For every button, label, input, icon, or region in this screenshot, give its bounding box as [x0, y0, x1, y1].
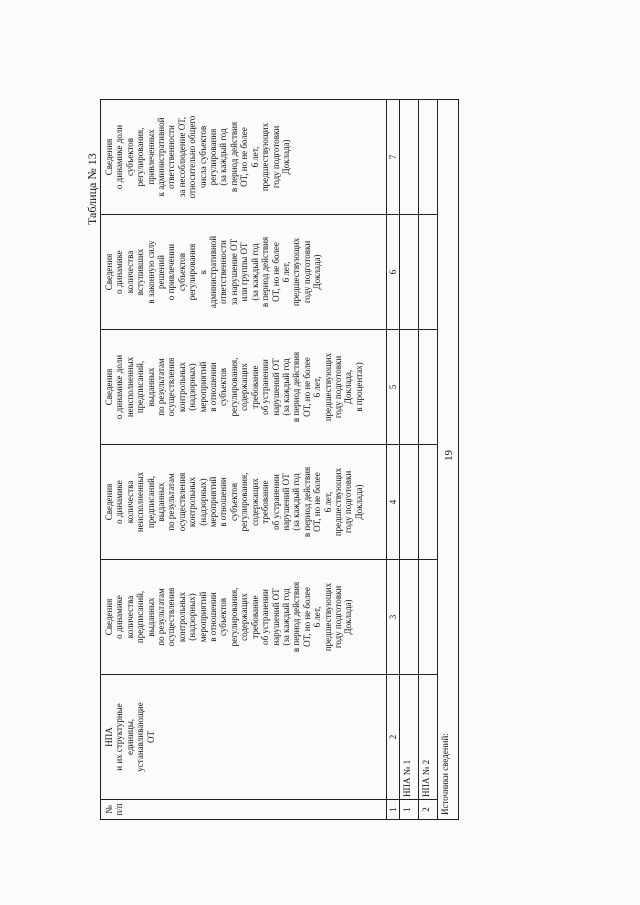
- empty-cell: [400, 560, 419, 675]
- report-table: [100, 99, 459, 820]
- header-cell-npa: НПА и их структурные единицы, устанавливающие ОТ: [101, 675, 387, 800]
- empty-cell: [419, 215, 438, 330]
- header-cell-decisions-count: Сведения о динамике количества вступивших в законную силу решений о привлечении субъектов регулирования к административной ответственности за нарушение ОТ или группы ОТ (за каждый год в период действия ОТ, но не более 6 лет, предшествующих году подготовки Доклада): [101, 215, 387, 330]
- table-row: [400, 100, 419, 820]
- empty-cell: [400, 445, 419, 560]
- column-numbers-row: [387, 100, 400, 820]
- column-number: 3: [387, 560, 400, 675]
- column-number: 2: [387, 675, 400, 800]
- header-cell-unfulfilled-share: Сведения о динамике доли неисполненных предписаний, выданных по результатам осуществления контрольных (надзорных) мероприятий в отношении субъектов регулирования, содержащих требование об устранении нарушений ОТ (за каждый год в период действия ОТ, но не более 6 лет, предшествующих году подготовки Доклада, в процентах): [101, 330, 387, 445]
- column-number: 1: [387, 800, 400, 820]
- column-number: 4: [387, 445, 400, 560]
- row-npa: НПА № 2: [419, 675, 438, 800]
- rotated-page: [85, 100, 520, 820]
- table-caption: Таблица № 13: [85, 153, 99, 225]
- row-number: 2: [419, 800, 438, 820]
- sources-label: Источники сведений:: [438, 100, 459, 820]
- row-npa: НПА № 1: [400, 675, 419, 800]
- empty-cell: [400, 215, 419, 330]
- header-cell-number: № п/п: [101, 800, 387, 820]
- empty-cell: [419, 560, 438, 675]
- column-number: 6: [387, 215, 400, 330]
- header-cell-prescriptions-count: Сведения о динамике количества предписаний, выданных по результатам осуществления контрольных (надзорных) мероприятий в отношении субъектов регулирования, содержащих требование об устранении нарушений ОТ (за каждый год в период действия ОТ, но не более 6 лет, предшествующих году подготовки Доклада): [101, 560, 387, 675]
- empty-cell: [419, 330, 438, 445]
- column-number: 5: [387, 330, 400, 445]
- column-number: 7: [387, 100, 400, 215]
- empty-cell: [419, 445, 438, 560]
- empty-cell: [400, 100, 419, 215]
- header-cell-unfulfilled-count: Сведения о динамике количества неисполненных предписаний, выданных по результатам осуществления контрольных (надзорных) мероприятий в отношении субъектов регулирования, содержащих требование об устранении нарушений ОТ (за каждый год в период действия ОТ, но не более 6 лет, предшествующих году подготовки Доклада): [101, 445, 387, 560]
- table-row: [419, 100, 438, 820]
- empty-cell: [419, 100, 438, 215]
- header-row: [101, 100, 387, 820]
- header-cell-subjects-share: Сведения о динамике доли субъектов регулирования, привлеченных к административной ответственности за несоблюдение ОТ, относительно общего числа субъектов регулирования (за каждый год в период действия ОТ, но не более 6 лет, предшествующих году подготовки Доклада): [101, 100, 387, 215]
- empty-cell: [400, 330, 419, 445]
- row-number: 1: [400, 800, 419, 820]
- page-number: 19: [443, 450, 455, 461]
